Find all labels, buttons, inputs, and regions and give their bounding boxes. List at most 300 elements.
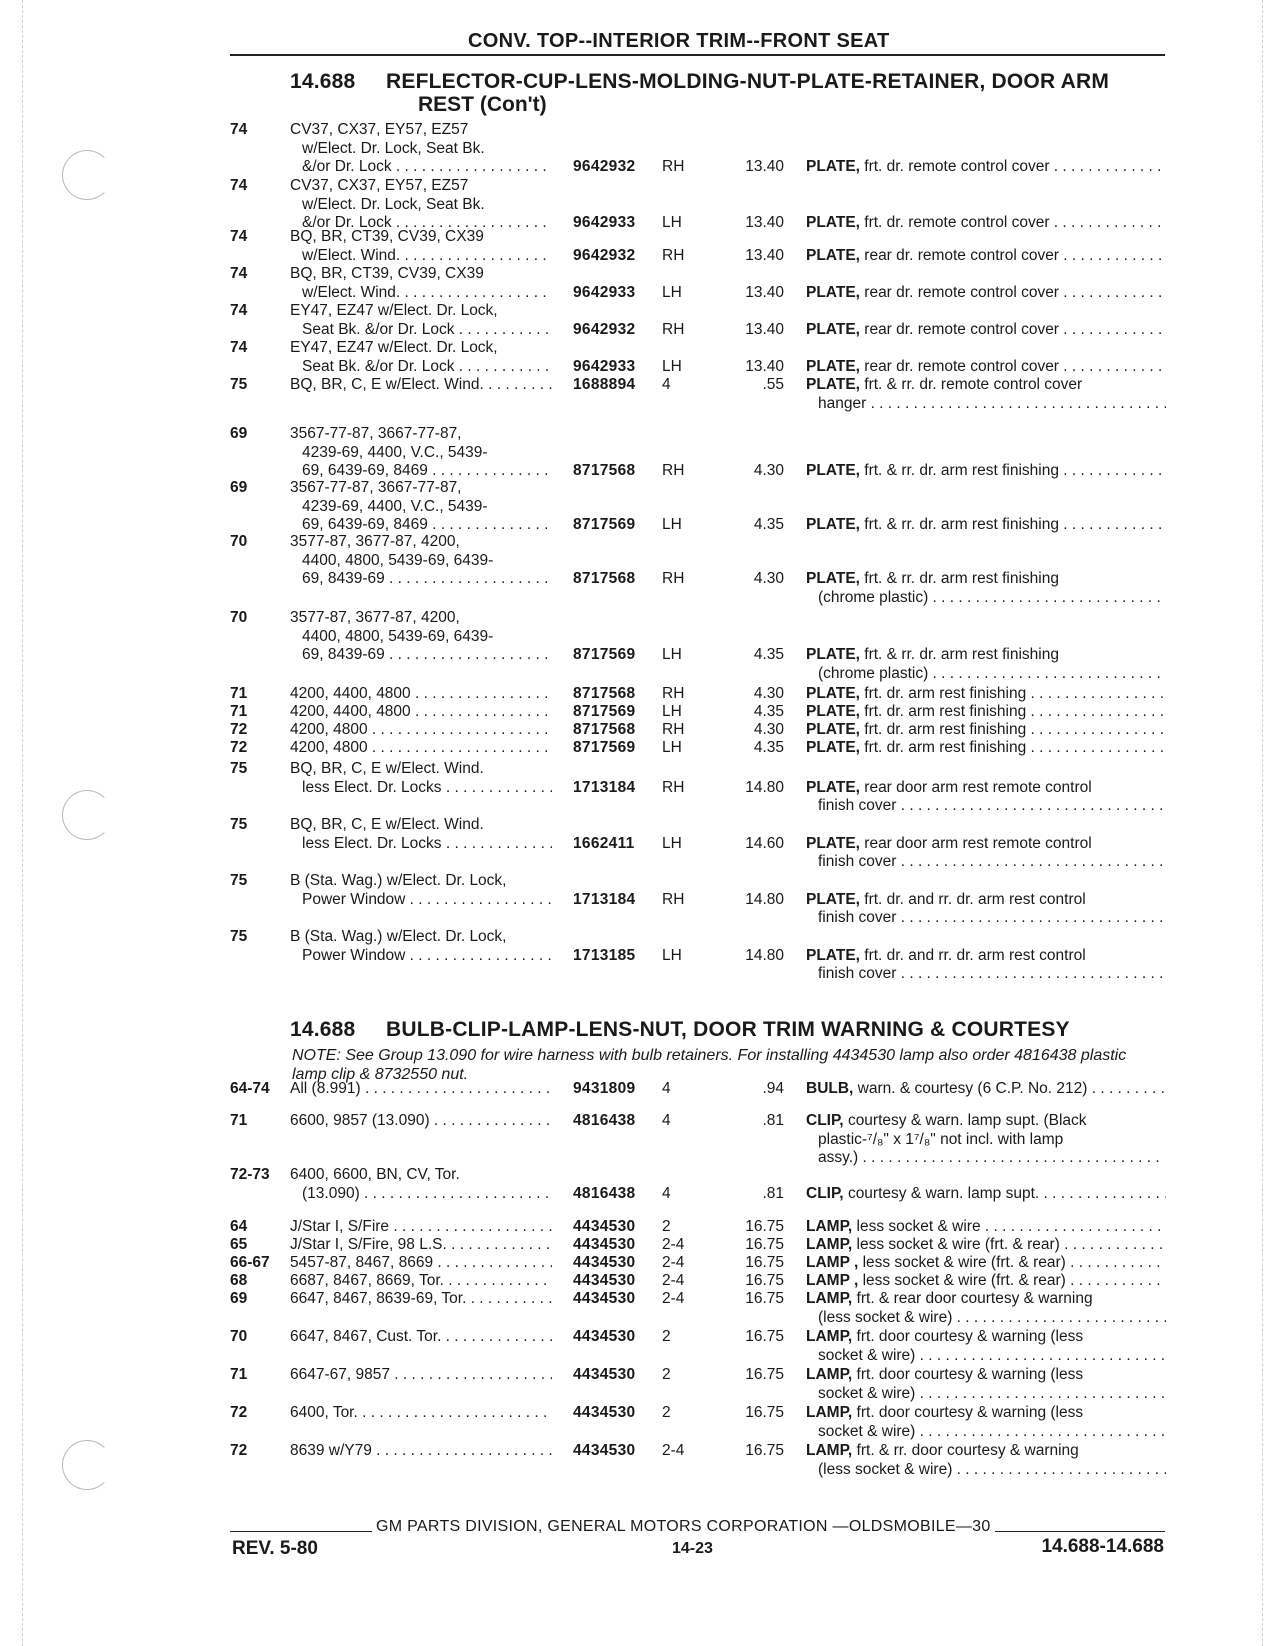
application-cell <box>290 721 552 740</box>
description-line <box>806 646 1166 665</box>
application-cell <box>290 265 552 302</box>
part-name: PLATE, <box>806 214 860 231</box>
description-line <box>806 739 1166 758</box>
description-text: frt. & rr. door courtesy & warning <box>856 1442 1079 1459</box>
part-name: PLATE, <box>806 703 860 720</box>
application-line: 4200, 4400, 4800 . . . <box>290 685 552 704</box>
description-cell <box>806 1290 1166 1327</box>
ref-number: 71 <box>230 1366 248 1383</box>
description-line <box>806 685 1166 704</box>
description-line <box>806 1185 1166 1204</box>
description-text: less socket & wire <box>856 1218 981 1235</box>
punch-hole <box>62 1440 112 1490</box>
part-name: BULB, <box>806 1080 854 1097</box>
application-line: 3567-77-87, 3667-77-87, <box>290 425 462 442</box>
description-cell <box>806 214 1166 233</box>
ref-number: 70 <box>230 1328 248 1345</box>
description-text: rear dr. remote control cover <box>864 246 1059 264</box>
application-cell <box>290 609 552 665</box>
part-number: 1713185 <box>573 946 636 964</box>
price: 14.60 <box>745 834 784 852</box>
part-number: 8717568 <box>573 570 636 587</box>
part-number: 4434530 <box>573 1404 636 1421</box>
description-line <box>806 721 1166 740</box>
application-line: 6687, 8467, 8669, Tor. . . . <box>290 1272 552 1291</box>
ref-number: 64-74 <box>230 1080 270 1097</box>
price: 16.75 <box>745 1442 784 1459</box>
description-line <box>806 462 1166 481</box>
quantity: RH <box>662 778 685 796</box>
part-number: 8717568 <box>573 462 636 479</box>
quantity: RH <box>662 320 685 338</box>
ref-number: 71 <box>230 703 248 720</box>
quantity: 2-4 <box>662 1254 685 1271</box>
description-text: rear dr. remote control cover <box>864 357 1059 375</box>
application-cell <box>290 1080 552 1099</box>
part-name: CLIP, <box>806 1112 844 1129</box>
quantity: LH <box>662 703 682 720</box>
description-text: less socket & wire (frt. & rear) <box>862 1272 1066 1289</box>
application-line: 69, 6439-69, 8469 . . . <box>290 462 552 481</box>
application-cell <box>290 1166 552 1203</box>
price: 13.40 <box>745 320 784 338</box>
description-cell <box>806 1328 1166 1365</box>
application-line: EY47, EZ47 w/Elect. Dr. Lock, <box>290 339 498 356</box>
description-cell <box>806 1442 1166 1479</box>
part-number: 4816438 <box>573 1112 636 1129</box>
part-number: 9431809 <box>573 1080 636 1097</box>
application-line: 3577-87, 3677-87, 4200, <box>290 533 460 550</box>
ref-number: 66-67 <box>230 1254 270 1271</box>
price: 14.80 <box>745 890 784 908</box>
description-cell <box>806 321 1166 340</box>
quantity: LH <box>662 646 682 663</box>
part-name: PLATE, <box>806 246 860 264</box>
description-cell <box>806 685 1166 704</box>
description-cell <box>806 1404 1166 1441</box>
application-cell <box>290 1366 552 1385</box>
part-number: 9642933 <box>573 283 636 301</box>
description-cell <box>806 1080 1166 1099</box>
application-cell <box>290 302 552 339</box>
application-line: 8639 w/Y79 . . . <box>290 1442 552 1461</box>
price: 16.75 <box>745 1272 784 1289</box>
part-number: 4434530 <box>573 1442 636 1459</box>
description-line <box>806 321 1166 340</box>
description-line <box>806 1442 1166 1461</box>
application-cell <box>290 739 552 758</box>
ref-number: 71 <box>230 1112 248 1129</box>
application-cell <box>290 816 552 853</box>
application-cell <box>290 479 552 535</box>
application-line: CV37, CX37, EY57, EZ57 <box>290 177 469 194</box>
section-heading-1 <box>290 70 1109 93</box>
part-name: PLATE, <box>806 570 860 587</box>
part-name: LAMP, <box>806 1442 853 1459</box>
description-cell <box>806 1218 1166 1237</box>
part-number: 8717568 <box>573 721 636 738</box>
description-text: frt. dr. arm rest finishing <box>864 721 1027 738</box>
description-line <box>806 891 1166 910</box>
part-number: 8717569 <box>573 646 636 663</box>
price: 13.40 <box>745 214 784 231</box>
quantity: 2 <box>662 1328 671 1345</box>
ref-number: 72 <box>230 721 248 738</box>
quantity: 4 <box>662 1080 671 1097</box>
price: 16.75 <box>745 1218 784 1235</box>
price: 16.75 <box>745 1404 784 1421</box>
part-name: LAMP, <box>806 1328 853 1345</box>
price: 14.80 <box>745 946 784 964</box>
description-cell <box>806 703 1166 722</box>
application-line: CV37, CX37, EY57, EZ57 <box>290 121 469 138</box>
application-cell <box>290 928 552 965</box>
application-line: BQ, BR, C, E w/Elect. Wind. <box>290 816 484 833</box>
price: 4.30 <box>753 462 784 479</box>
description-cell <box>806 462 1166 481</box>
application-line: BQ, BR, C, E w/Elect. Wind. <box>290 760 484 777</box>
description-line <box>806 1080 1166 1099</box>
price: .81 <box>762 1112 784 1129</box>
description-line <box>806 284 1166 303</box>
description-cell <box>806 1185 1166 1204</box>
part-name: LAMP, <box>806 1404 853 1421</box>
part-name: PLATE, <box>806 646 860 663</box>
quantity: RH <box>662 570 685 587</box>
description-text: courtesy & warn. lamp supt. <box>847 1184 1040 1202</box>
application-line: EY47, EZ47 w/Elect. Dr. Lock, <box>290 302 498 319</box>
description-cell <box>806 158 1166 177</box>
part-name: PLATE, <box>806 778 860 796</box>
description-line: (less socket & wire) . . . <box>806 1309 1166 1328</box>
part-name: PLATE, <box>806 462 860 479</box>
application-cell <box>290 1236 552 1255</box>
right-margin-line <box>1262 0 1264 1646</box>
price: 4.30 <box>753 721 784 738</box>
quantity: LH <box>662 739 682 756</box>
application-line: Power Window . . . <box>290 891 552 910</box>
application-line: 4400, 4800, 5439-69, 6439- <box>302 627 494 645</box>
quantity: 4 <box>662 1184 671 1202</box>
description-line <box>806 779 1166 798</box>
part-name: LAMP, <box>806 1366 853 1383</box>
application-line: BQ, BR, CT39, CV39, CX39 <box>290 265 484 282</box>
quantity: 2-4 <box>662 1236 685 1253</box>
price: 4.35 <box>753 516 784 533</box>
description-cell <box>806 1366 1166 1403</box>
ref-number: 69 <box>230 479 248 496</box>
application-line: &/or Dr. Lock . . . <box>290 158 552 177</box>
ref-number: 70 <box>230 533 248 550</box>
application-cell <box>290 1328 552 1347</box>
description-line: finish cover . . . <box>806 965 1166 984</box>
section-title: REFLECTOR-CUP-LENS-MOLDING-NUT-PLATE-RETAINER, DOOR ARM <box>386 70 1110 93</box>
part-number: 8717568 <box>573 685 636 702</box>
application-cell <box>290 1290 552 1309</box>
ref-number: 65 <box>230 1236 248 1253</box>
description-cell <box>806 1112 1166 1168</box>
description-cell <box>806 247 1166 266</box>
part-number: 1662411 <box>573 834 635 852</box>
ref-number: 72 <box>230 739 248 756</box>
ref-number: 74 <box>230 121 248 138</box>
application-line: &/or Dr. Lock . . . <box>290 214 552 233</box>
part-name: PLATE, <box>806 739 860 756</box>
part-number: 4816438 <box>573 1184 636 1202</box>
description-cell <box>806 1272 1166 1291</box>
price: 4.30 <box>753 685 784 702</box>
part-name: PLATE, <box>806 834 860 852</box>
section-title: BULB-CLIP-LAMP-LENS-NUT, DOOR TRIM WARNING & COURTESY <box>386 1018 1070 1041</box>
application-cell <box>290 1404 552 1423</box>
description-line <box>806 947 1166 966</box>
description-cell <box>806 779 1166 816</box>
part-number: 4434530 <box>573 1236 636 1253</box>
application-line: 4200, 4800 . . . <box>290 721 552 740</box>
description-cell <box>806 1236 1166 1255</box>
description-cell <box>806 947 1166 984</box>
description-line: (chrome plastic) . . . <box>806 665 1166 684</box>
ref-number: 74 <box>230 302 248 319</box>
revision-label: REV. 5-80 <box>232 1538 318 1559</box>
application-line: B (Sta. Wag.) w/Elect. Dr. Lock, <box>290 872 507 889</box>
description-cell <box>806 739 1166 758</box>
application-line: 6400, Tor. . . . <box>290 1404 552 1423</box>
description-cell <box>806 284 1166 303</box>
description-line <box>806 516 1166 535</box>
footer-corporation: GM PARTS DIVISION, GENERAL MOTORS CORPORATION —OLDSMOBILE—30 <box>372 1518 995 1536</box>
application-line: 6647, 8467, Cust. Tor. . . . <box>290 1328 552 1347</box>
description-line: socket & wire) . . . <box>806 1385 1166 1404</box>
description-line: (chrome plastic) . . . <box>806 589 1166 608</box>
description-text: less socket & wire (frt. & rear) <box>862 1254 1066 1271</box>
part-number: 8717569 <box>573 703 636 720</box>
ref-number: 64 <box>230 1218 248 1235</box>
binder-margin-line <box>22 0 24 1646</box>
quantity: LH <box>662 834 682 852</box>
application-cell <box>290 760 552 797</box>
ref-number: 75 <box>230 760 248 777</box>
quantity: RH <box>662 462 685 479</box>
part-number: 1688894 <box>573 376 636 393</box>
description-line <box>806 570 1166 589</box>
application-line: 4239-69, 4400, V.C., 5439- <box>302 443 488 461</box>
description-text: rear dr. remote control cover <box>864 320 1059 338</box>
application-line: J/Star I, S/Fire, 98 L.S. . . . <box>290 1236 552 1255</box>
application-line: 3567-77-87, 3667-77-87, <box>290 479 462 496</box>
description-text: frt. dr. remote control cover <box>864 158 1050 175</box>
part-name: PLATE, <box>806 376 860 393</box>
part-name: LAMP, <box>806 1290 853 1307</box>
description-cell <box>806 358 1166 377</box>
price: 13.40 <box>745 158 784 175</box>
description-line <box>806 214 1166 233</box>
description-cell <box>806 835 1166 872</box>
ref-number: 74 <box>230 339 248 356</box>
description-line <box>806 1218 1166 1237</box>
description-line: plastic-⁷/₈" x 1⁷/₈" not incl. with lamp <box>818 1130 1064 1148</box>
description-line: finish cover . . . <box>806 853 1166 872</box>
description-line <box>806 1254 1166 1273</box>
part-name: CLIP, <box>806 1184 844 1202</box>
price: 13.40 <box>745 357 784 375</box>
description-text: frt. dr. arm rest finishing <box>864 685 1027 702</box>
application-line: 3577-87, 3677-87, 4200, <box>290 609 460 626</box>
part-number: 4434530 <box>573 1254 636 1271</box>
quantity: LH <box>662 357 682 375</box>
description-text: frt. & rr. dr. arm rest finishing <box>864 516 1059 533</box>
quantity: 2-4 <box>662 1442 685 1459</box>
description-line <box>806 1112 1166 1131</box>
price: 4.35 <box>753 646 784 663</box>
price: 14.80 <box>745 778 784 796</box>
application-cell <box>290 1442 552 1461</box>
description-text: rear door arm rest remote control <box>864 834 1092 852</box>
description-cell <box>806 516 1166 535</box>
application-line: 6647, 8467, 8639-69, Tor. . . . <box>290 1290 552 1309</box>
ref-number: 69 <box>230 425 248 442</box>
description-line <box>806 1328 1166 1347</box>
application-line: (13.090) . . . <box>290 1185 552 1204</box>
description-text: frt. dr. and rr. dr. arm rest control <box>864 890 1086 908</box>
application-line: less Elect. Dr. Locks . . . <box>290 835 552 854</box>
part-name: LAMP, <box>806 1218 853 1235</box>
part-name: PLATE, <box>806 721 860 738</box>
quantity: 4 <box>662 376 671 393</box>
part-name: LAMP , <box>806 1254 859 1271</box>
part-number: 9642932 <box>573 158 636 175</box>
application-cell <box>290 228 552 265</box>
part-name: PLATE, <box>806 890 860 908</box>
section-note: NOTE: See Group 13.090 for wire harness with bulb retainers. For installing 4434530 lamp also order 4816438 plastic lamp clip & 8732550 nut. <box>292 1047 1127 1083</box>
price: 16.75 <box>745 1236 784 1253</box>
application-cell <box>290 685 552 704</box>
part-name: LAMP, <box>806 1236 853 1253</box>
section-title-continued: REST (Con't) <box>418 93 547 116</box>
description-text: frt. & rr. dr. arm rest finishing <box>864 462 1059 479</box>
description-text: frt. dr. and rr. dr. arm rest control <box>864 946 1086 964</box>
section-number: 14.688 <box>290 70 356 93</box>
description-line <box>806 158 1166 177</box>
part-name: PLATE, <box>806 685 860 702</box>
description-line <box>806 1404 1166 1423</box>
ref-number: 68 <box>230 1272 248 1289</box>
application-line: 6400, 6600, BN, CV, Tor. <box>290 1166 460 1183</box>
application-cell <box>290 339 552 376</box>
quantity: 2-4 <box>662 1272 685 1289</box>
application-line: 69, 6439-69, 8469 . . . <box>290 516 552 535</box>
application-line: BQ, BR, CT39, CV39, CX39 <box>290 228 484 245</box>
description-cell <box>806 376 1166 413</box>
application-cell <box>290 121 552 177</box>
quantity: LH <box>662 946 682 964</box>
description-text: frt. door courtesy & warning (less <box>856 1404 1084 1421</box>
application-line: w/Elect. Dr. Lock, Seat Bk. <box>302 195 485 213</box>
description-text: less socket & wire (frt. & rear) <box>856 1236 1060 1253</box>
application-line: 4200, 4400, 4800 . . . <box>290 703 552 722</box>
part-number: 8717569 <box>573 739 636 756</box>
application-line: Seat Bk. &/or Dr. Lock . . . <box>290 358 552 377</box>
part-name: PLATE, <box>806 283 860 301</box>
quantity: RH <box>662 721 685 738</box>
part-name: PLATE, <box>806 357 860 375</box>
part-number: 4434530 <box>573 1218 636 1235</box>
application-line: 69, 8439-69 . . . <box>290 646 552 665</box>
application-line: w/Elect. Wind. . . . <box>290 247 552 266</box>
section-code: 14.688-14.688 <box>1041 1536 1164 1557</box>
part-number: 4434530 <box>573 1290 636 1307</box>
description-line: finish cover . . . <box>806 909 1166 928</box>
ref-number: 70 <box>230 609 248 626</box>
application-line: Seat Bk. &/or Dr. Lock . . . <box>290 321 552 340</box>
application-line: 4239-69, 4400, V.C., 5439- <box>302 497 488 515</box>
application-cell <box>290 1218 552 1237</box>
application-cell <box>290 533 552 589</box>
price: 13.40 <box>745 246 784 264</box>
description-line <box>806 1290 1166 1309</box>
part-number: 4434530 <box>573 1366 636 1383</box>
quantity: LH <box>662 214 682 231</box>
description-line: finish cover . . . <box>806 797 1166 816</box>
part-number: 9642932 <box>573 246 636 264</box>
application-line: 6647-67, 9857 . . . <box>290 1366 552 1385</box>
application-cell <box>290 872 552 909</box>
ref-number: 74 <box>230 265 248 282</box>
description-cell <box>806 721 1166 740</box>
application-cell <box>290 376 552 395</box>
description-line <box>806 358 1166 377</box>
price: 16.75 <box>745 1254 784 1271</box>
application-line: w/Elect. Dr. Lock, Seat Bk. <box>302 139 485 157</box>
ref-number: 69 <box>230 1290 248 1307</box>
description-text: frt. door courtesy & warning (less <box>856 1328 1084 1345</box>
ref-number: 75 <box>230 816 248 833</box>
ref-number: 72 <box>230 1404 248 1421</box>
application-line: BQ, BR, C, E w/Elect. Wind. . . . <box>290 376 552 395</box>
part-name: PLATE, <box>806 320 860 338</box>
ref-number: 75 <box>230 872 248 889</box>
application-line: less Elect. Dr. Locks . . . <box>290 779 552 798</box>
quantity: 2 <box>662 1404 671 1421</box>
description-text: rear door arm rest remote control <box>864 778 1092 796</box>
description-line <box>806 835 1166 854</box>
price: 16.75 <box>745 1328 784 1345</box>
application-line: 4200, 4800 . . . <box>290 739 552 758</box>
quantity: RH <box>662 158 685 175</box>
price: 4.35 <box>753 703 784 720</box>
header-rule <box>230 54 1165 56</box>
description-cell <box>806 570 1166 607</box>
quantity: RH <box>662 246 685 264</box>
description-cell <box>806 646 1166 683</box>
description-line <box>806 1366 1166 1385</box>
part-name: LAMP , <box>806 1272 859 1289</box>
description-text: frt. & rr. dr. remote control cover <box>864 376 1083 393</box>
part-number: 1713184 <box>573 778 636 796</box>
part-number: 1713184 <box>573 890 636 908</box>
part-number: 4434530 <box>573 1328 636 1345</box>
quantity: 2-4 <box>662 1290 685 1307</box>
section-heading-2 <box>290 1018 1070 1041</box>
part-name: PLATE, <box>806 158 860 175</box>
description-text: frt. dr. arm rest finishing <box>864 703 1027 720</box>
quantity: 2 <box>662 1218 671 1235</box>
price: .94 <box>762 1080 784 1097</box>
ref-number: 75 <box>230 376 248 393</box>
description-text: frt. & rr. dr. arm rest finishing <box>864 570 1059 587</box>
part-number: 9642933 <box>573 214 636 231</box>
description-cell <box>806 1254 1166 1273</box>
